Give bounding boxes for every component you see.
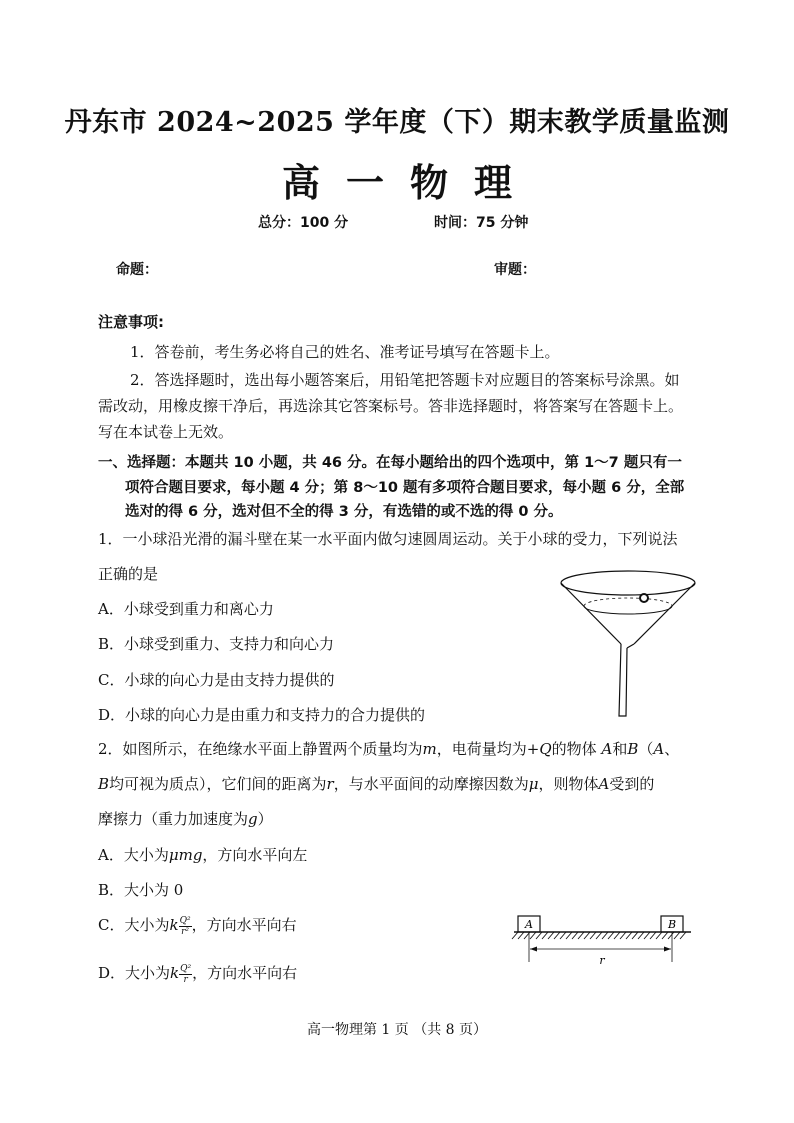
notice-item-2-line1: 2．答选择题时，选出每小题答案后，用铅笔把答题卡对应题目的答案标号涂黑。如 xyxy=(130,371,680,389)
q1-option-b: B．小球受到重力、支持力和向心力 xyxy=(98,635,335,653)
hatch-line xyxy=(584,932,590,939)
q2-stem-line1: 2．如图所示，在绝缘水平面上静置两个质量均为m，电荷量均为+Q的物体 A和B（A、 xyxy=(98,740,680,758)
ground-hatching xyxy=(512,932,686,939)
exam-title: 丹东市 2024~2025 学年度（下）期末教学质量监测 xyxy=(64,107,730,138)
notice-item-1: 1．答卷前，考生务必将自己的姓名、准考证号填写在答题卡上。 xyxy=(130,343,560,361)
hatch-line xyxy=(596,932,602,939)
hatch-line xyxy=(602,932,608,939)
blocks-figure xyxy=(510,912,695,968)
notice-item-2-line3: 写在本试卷上无效。 xyxy=(98,423,234,441)
funnel-stem xyxy=(619,644,627,716)
hatch-line xyxy=(638,932,644,939)
section1-line2: 项符合题目要求，每小题 4 分；第 8～10 题有多项符合题目要求，每小题 6 分，全部 xyxy=(125,480,685,496)
subject-title: 高一物理 xyxy=(281,160,538,205)
hatch-line xyxy=(650,932,656,939)
hatch-line xyxy=(608,932,614,939)
hatch-line xyxy=(662,932,668,939)
q2-option-c: C．大小为k $\frac{\text{Q²}}{\text{r²}}$ ，方向水平向右 xyxy=(98,915,297,937)
hatch-line xyxy=(668,932,674,939)
hatch-line xyxy=(572,932,578,939)
exam-time: 时间：75 分钟 xyxy=(434,215,529,231)
hatch-line xyxy=(530,932,536,939)
q2-option-a: A．大小为μmg，方向水平向左 xyxy=(98,846,308,864)
block-a-label: A xyxy=(525,918,533,931)
funnel-figure xyxy=(556,566,701,718)
q1-option-c: C．小球的向心力是由支持力提供的 xyxy=(98,671,335,689)
hatch-line xyxy=(644,932,650,939)
hatch-line xyxy=(626,932,632,939)
page-footer: 高一物理第 1 页 （共 8 页） xyxy=(306,1022,488,1038)
hatch-line xyxy=(590,932,596,939)
fraction-d: $\frac{\text{Q²}}{r}$ xyxy=(180,963,192,985)
setter-label: 命题： xyxy=(116,262,158,278)
hatch-line xyxy=(512,932,518,939)
total-score: 总分：100 分 xyxy=(258,215,349,231)
distance-label: r xyxy=(599,954,605,967)
hatch-line xyxy=(614,932,620,939)
q1-option-d: D．小球的向心力是由重力和支持力的合力提供的 xyxy=(98,706,426,724)
hatch-line xyxy=(542,932,548,939)
hatch-line xyxy=(554,932,560,939)
q2-stem-line2: B均可视为质点），它们间的距离为r，与水平面间的动摩擦因数为μ，则物体A受到的 xyxy=(98,775,655,793)
hatch-line xyxy=(536,932,542,939)
section1-line3: 选对的得 6 分，选对但不全的得 3 分，有选错的或不选的得 0 分。 xyxy=(125,504,563,520)
hatch-line xyxy=(518,932,524,939)
notice-heading: 注意事项: xyxy=(98,313,164,331)
hatch-line xyxy=(566,932,572,939)
section1-line1: 一、选择题：本题共 10 小题，共 46 分。在每小题给出的四个选项中，第 1～7 题只有一 xyxy=(98,455,682,471)
ball-icon xyxy=(640,594,648,602)
hatch-line xyxy=(674,932,680,939)
q2-stem-line3: 摩擦力（重力加速度为g） xyxy=(98,810,273,828)
hatch-line xyxy=(656,932,662,939)
notice-item-2-line2: 需改动，用橡皮擦干净后，再选涂其它答案标号。答非选择题时，将答案写在答题卡上。 xyxy=(98,397,684,415)
q1-stem-line1: 1．一小球沿光滑的漏斗壁在某一水平面内做匀速圆周运动。关于小球的受力，下列说法 xyxy=(98,530,678,548)
q2-option-d: D．大小为k $\frac{\text{Q²}}{r}$ ，方向水平向右 xyxy=(98,963,298,985)
q1-stem-line2: 正确的是 xyxy=(98,565,159,583)
hatch-line xyxy=(632,932,638,939)
hatch-line xyxy=(680,932,686,939)
hatch-line xyxy=(578,932,584,939)
hatch-line xyxy=(620,932,626,939)
funnel-rim xyxy=(561,571,695,595)
hatch-line xyxy=(548,932,554,939)
hatch-line xyxy=(560,932,566,939)
q1-option-a: A．小球受到重力和离心力 xyxy=(98,600,274,618)
reviewer-label: 审题： xyxy=(494,262,536,278)
fraction-c: $\frac{\text{Q²}}{\text{r²}}$ xyxy=(179,915,191,937)
block-b-label: B xyxy=(667,918,677,931)
q2-option-b: B．大小为 0 xyxy=(98,881,184,899)
